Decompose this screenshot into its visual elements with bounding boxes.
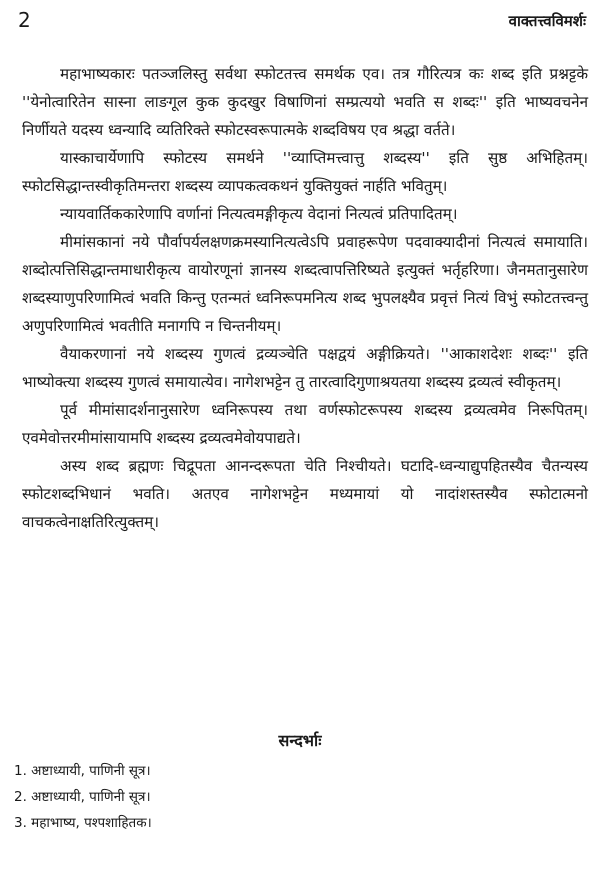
reference-item: 2. अष्टाध्यायी, पाणिनी सूत्र। bbox=[14, 789, 151, 805]
page-number: 2 bbox=[18, 8, 31, 32]
references-heading: सन्दर्भाः bbox=[278, 731, 322, 750]
paragraph-yaska: यास्काचार्येणापि स्फोटस्य समर्थने ''व्याप्तिमत्त्वात्तु शब्दस्य'' इति सुष्ठ अभिहितम्। स्फोटसिद्धान्तस्वीकृतिमन्तरा शब्दस्य व्यापकत्वकथनं युक्तियुक्तं नार्हति भवितुम्। bbox=[22, 149, 588, 195]
running-title: वाक्तत्त्वविमर्शः bbox=[508, 12, 586, 30]
paragraph-mahabhashya: महाभाष्यकारः पतञ्जलिस्तु सर्वथा स्फोटतत्त्व समर्थक एव। तत्र गौरित्यत्र कः शब्द इति प्रश्नट्टके ''येनोत्वारितेन सास्ना लाङगूल कुक कुदखुर विषाणिनां सम्प्रत्ययो भवति स शब्दः'' इति भाष्यवचनेन निर्णीयते यदस्य ध्वन्यादि व्यतिरिक्ते स्फोटस्वरूपात्मके शब्दविषय एव श्रद्धा वर्तते। bbox=[22, 65, 588, 139]
paragraph-shabda-brahma: अस्य शब्द ब्रह्मणः चिद्रूपता आनन्दरूपता चेति निश्चीयते। घटादि-ध्वन्याद्युपहितस्यैव चैतन्यस्य स्फोटशब्दभिधानं भवति। अतएव नागेशभट्टेन मध्यमायां यो नादांशस्तस्यैव स्फोटात्मनो वाचकत्वेनाक्षतिरित्युक्तम्। bbox=[22, 457, 588, 531]
body-text bbox=[22, 60, 588, 536]
paragraph-nyaya: न्यायवार्तिककारेणापि वर्णानां नित्यत्वमङ्गीकृत्य वेदानां नित्यत्वं प्रतिपादितम्। bbox=[60, 205, 458, 223]
references-list bbox=[14, 758, 152, 836]
paragraph-mimamsa: मीमांसकानां नये पौर्वापर्यलक्षणक्रमस्यानित्यत्वेऽपि प्रवाहरूपेण पदवाक्यादीनां नित्यत्वं समायाति। शब्दोत्पत्तिसिद्धान्तमाधारीकृत्य वायोरणूनां ज्ञानस्य शब्दत्वापत्तिरिष्यते इत्युक्तं भर्तृहरिणा। जैनमतानुसारेण शब्दस्याणुपरिणामित्वं भवति किन्तु एतन्मतं ध्वनिरूपमनित्य शब्द भुपलक्ष्यैव प्रवृत्तं नित्यं विभुं स्फोटतत्त्वन्तु अणुपरिणामित्वं भवतीति मनागपि न चिन्तनीयम्। bbox=[22, 233, 588, 335]
reference-item: 3. महाभाष्य, पश्पशाहितक। bbox=[14, 815, 152, 831]
page-header bbox=[18, 8, 586, 34]
paragraph-vaiyakarana: वैयाकरणानां नये शब्दस्य गुणत्वं द्रव्यञ्चेति पक्षद्वयं अङ्गीक्रियते। ''आकाशदेशः शब्दः'' इति भाष्योक्त्या शब्दस्य गुणत्वं समायात्येव। नागेशभट्टेन तु तारत्वादिगुणाश्रयतया शब्दस्य द्रव्यत्वं स्वीकृतम्। bbox=[22, 345, 588, 391]
reference-item: 1. अष्टाध्यायी, पाणिनी सूत्र। bbox=[14, 763, 151, 779]
paragraph-purva-mimamsa: पूर्व मीमांसादर्शनानुसारेण ध्वनिरूपस्य तथा वर्णस्फोटरूपस्य शब्दस्य द्रव्यत्वमेव निरूपितम्। एवमेवोत्तरमीमांसायामपि शब्दस्य द्रव्यत्वमेवोयपाद्यते। bbox=[22, 401, 588, 447]
